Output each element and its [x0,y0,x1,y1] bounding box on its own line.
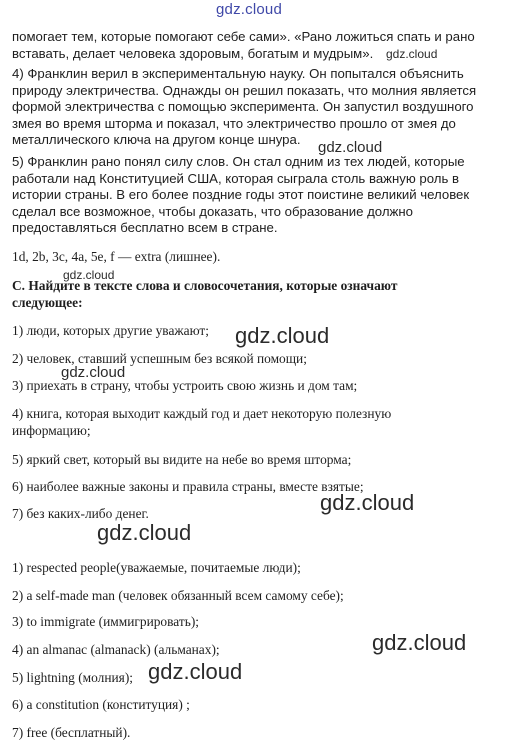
definition-item: 5) яркий свет, который вы видите на небе во время шторма; [12,452,352,467]
answer-item: 3) to immigrate (иммигрировать); [12,614,200,629]
paragraph-4: 4) Франклин верил в экспериментальную науку. Он попытался объяснить природу электричества. Однажды он решил показать, что молния является формой электричества с помощью эксперимента. Он запустил воздушного змея во время шторма и показал, что электричество прошло от змея до металлического ключа на другом конце шнура. [12,66,477,148]
watermark: gdz.cloud [372,630,467,655]
paragraph-5: 5) Франклин рано понял силу слов. Он стал одним из тех людей, которые работали над Конституцией США, которая сыграла столь важную роль в истории страны. В его более поздние годы этот поистине великий человек сделал все возможное, чтобы доказать, что образование должно предоставляться бесплатно всем в стране. [12,154,470,236]
watermark: gdz.cloud [386,47,438,61]
watermark: gdz.cloud [97,520,192,545]
paragraph-3-tail: помогает тем, которые помогают себе сами». «Рано ложиться спать и рано вставать, делает человека здоровым, богатым и мудрым». [12,29,475,61]
matching-answers: 1d, 2b, 3c, 4a, 5e, f — extra (лишнее). [12,249,221,264]
answer-item: 2) a self-made man (человек обязанный всем самому себе); [12,588,344,603]
watermark: gdz.cloud [235,323,330,348]
definition-item: 7) без каких-либо денег. [12,506,149,521]
exercise-c-heading: С. Найдите в тексте слова и словосочетания, которые означают следующее: [12,278,398,310]
definition-item: 1) люди, которых другие уважают; [12,323,209,338]
answer-item: 7) free (бесплатный). [12,725,131,740]
definition-item: 6) наиболее важные законы и правила страны, вместе взятые; [12,479,364,494]
watermark: gdz.cloud [63,268,115,282]
definition-item: 4) книга, которая выходит каждый год и дает некоторую полезную информацию; [12,406,392,438]
definition-item: 3) приехать в страну, чтобы устроить свою жизнь и дом там; [12,378,358,393]
watermark: gdz.cloud [61,364,126,381]
watermark: gdz.cloud [216,1,283,18]
answer-item: 1) respected people(уважаемые, почитаемые люди); [12,560,301,575]
watermark: gdz.cloud [320,490,415,515]
watermark: gdz.cloud [318,139,383,156]
answer-item: 4) an almanac (almanack) (альманах); [12,642,220,657]
answer-item: 5) lightning (молния); [12,670,134,685]
watermark: gdz.cloud [148,659,243,684]
definition-item: 2) человек, ставший успешным без всякой помощи; [12,351,307,366]
answer-item: 6) a constitution (конституция) ; [12,697,190,712]
